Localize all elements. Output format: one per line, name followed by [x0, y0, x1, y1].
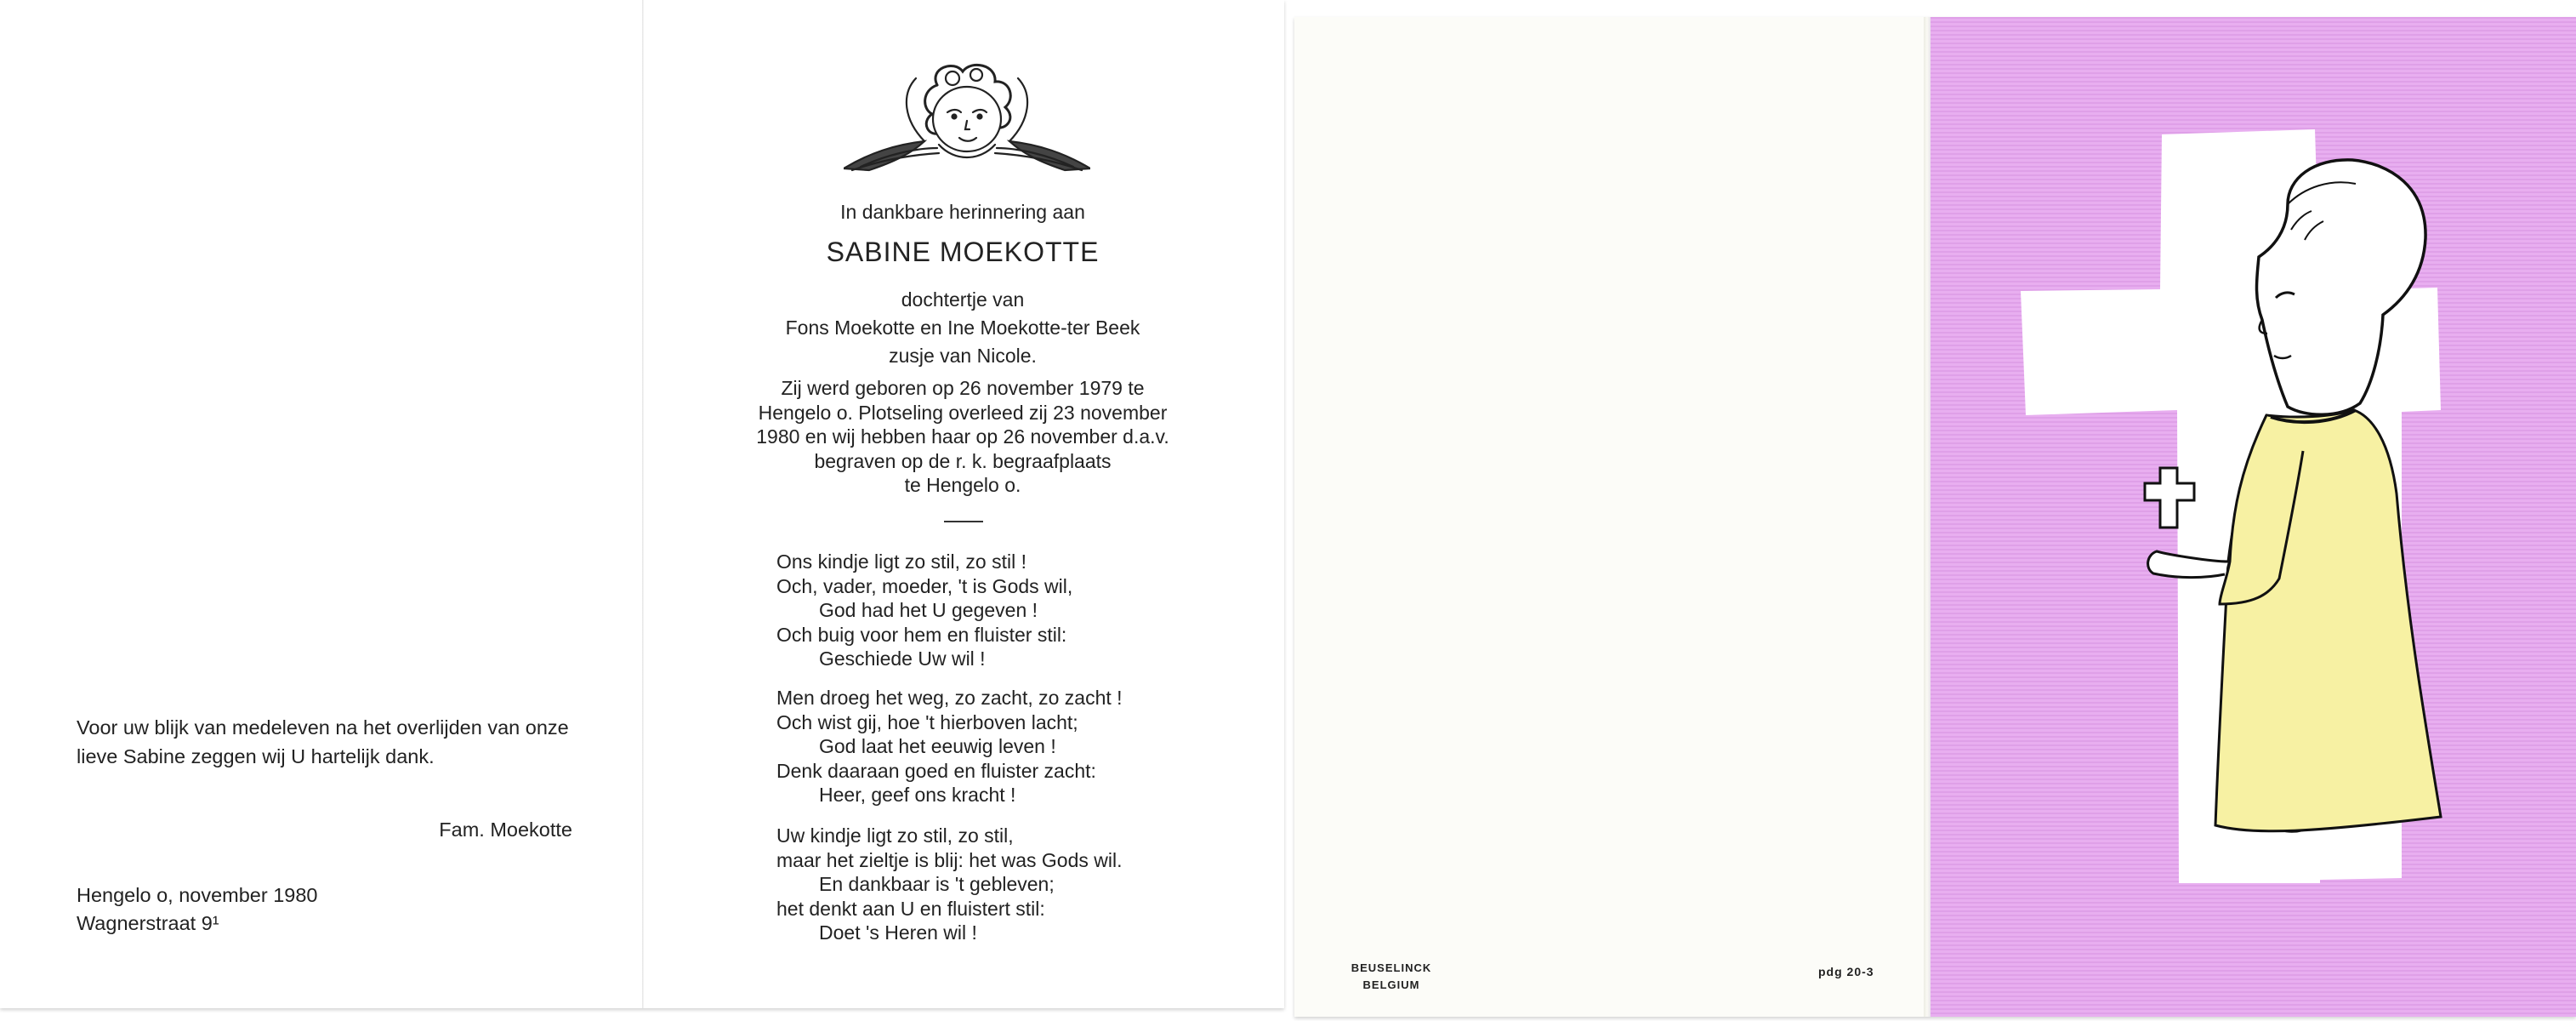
sibling-text: zusje van Nicole.	[889, 345, 1037, 367]
card-spine	[1924, 17, 1931, 1017]
back-cover	[1294, 17, 1926, 1017]
family-lines	[708, 286, 1218, 370]
printer-mark	[1340, 960, 1442, 994]
poem-line: Denk daaraan goed en fluister zacht:	[776, 759, 1096, 782]
poem-stanza-3	[776, 824, 1253, 945]
street-address: Wagnerstraat 9¹	[77, 912, 219, 934]
poem-line: maar het zieltje is blij: het was Gods wil.	[776, 848, 1123, 871]
poem-stanza-2	[776, 686, 1253, 807]
separator-dash	[944, 521, 983, 522]
date-place: Hengelo o, november 1980	[77, 884, 318, 906]
card-code: pdg 20-3	[1818, 965, 1874, 978]
memorial-card-outside	[1294, 17, 2576, 1017]
poem-line: Uw kindje ligt zo stil, zo stil,	[776, 824, 1014, 847]
poem-line: Doet 's Heren wil !	[819, 921, 977, 944]
printer-name: BEUSELINCK	[1351, 961, 1432, 974]
front-cover	[1931, 17, 2576, 1017]
poem-line: God had het U gegeven !	[819, 599, 1038, 621]
memorial-card-inside	[0, 0, 1284, 1008]
birth-line: begraven op de r. k. begraafplaats	[814, 449, 1112, 472]
poem-line: Och wist gij, hoe 't hierboven lacht;	[776, 710, 1078, 733]
parents-text: Fons Moekotte en Ine Moekotte-ter Beek	[785, 317, 1140, 339]
cherub-icon	[844, 60, 1090, 179]
deceased-name: SABINE MOEKOTTE	[826, 237, 1100, 267]
fold-line	[642, 0, 644, 1008]
poem-stanza-1	[776, 550, 1253, 671]
poem-line: Och, vader, moeder, 't is Gods wil,	[776, 574, 1073, 597]
relation-text: dochtertje van	[901, 288, 1025, 311]
poem-line: Geschiede Uw wil !	[819, 647, 986, 670]
birth-line: 1980 en wij hebben haar op 26 november d.a.v.	[756, 425, 1169, 448]
poem-line: En dankbaar is 't gebleven;	[819, 873, 1055, 895]
family-signature: Fam. Moekotte	[439, 819, 572, 841]
thank-you-text: Voor uw blijk van medeleven na het overlijden van onze lieve Sabine zeggen wij U hartelijk dank.	[77, 716, 569, 767]
address-block	[77, 881, 578, 938]
birth-line: te Hengelo o.	[904, 474, 1021, 496]
intro-text: In dankbare herinnering aan	[840, 201, 1085, 223]
birth-death-text	[708, 376, 1218, 498]
poem-line: het denkt aan U en fluistert stil:	[776, 897, 1045, 920]
poem-line: Men droeg het weg, zo zacht, zo zacht !	[776, 687, 1123, 709]
poem-line: Ons kindje ligt zo stil, zo stil !	[776, 550, 1026, 573]
poem-line: God laat het eeuwig leven !	[819, 735, 1056, 757]
birth-line: Hengelo o. Plotseling overleed zij 23 november	[758, 401, 1168, 424]
child-with-cross-icon	[1931, 17, 2576, 1017]
birth-line: Zij werd geboren op 26 november 1979 te	[781, 377, 1145, 399]
poem-line: Heer, geef ons kracht !	[819, 784, 1016, 806]
printer-country: BELGIUM	[1362, 978, 1420, 991]
poem-line: Och buig voor hem en fluister stil:	[776, 623, 1067, 646]
